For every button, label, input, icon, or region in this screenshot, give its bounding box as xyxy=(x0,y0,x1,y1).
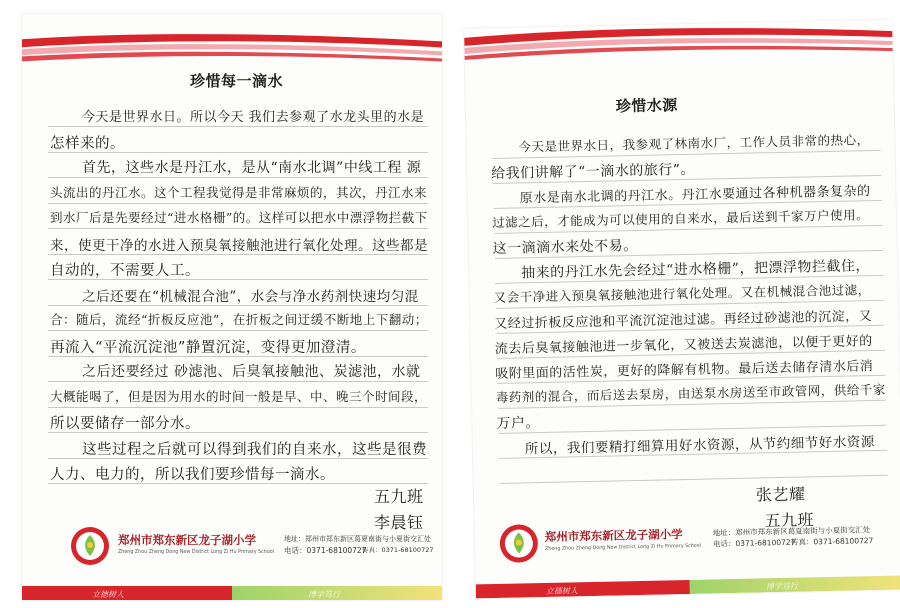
handwritten-line: 原水是南水北调的丹江水。丹江水要通过各种机器条复杂的 xyxy=(519,184,871,207)
handwritten-line: 万户。 xyxy=(496,415,541,432)
ruled-line xyxy=(48,228,428,229)
school-phone: 电话：0371-68100727 xyxy=(712,537,796,549)
handwritten-line: 人力、电力的，所以我们要珍惜每一滴水。 xyxy=(50,467,335,483)
school-logo-icon xyxy=(498,523,539,564)
handwritten-line: 到水厂后是先要经过“进水格栅”的。这样可以把水中漂浮物拦截下 xyxy=(50,210,428,225)
school-name: 郑州市郑东新区龙子湖小学 xyxy=(118,533,256,547)
handwritten-line: 所以要储存一部分水。 xyxy=(50,416,200,432)
left-name-signature: 李晨钰 xyxy=(374,513,424,532)
handwritten-line: 自动的，不需要人工。 xyxy=(50,263,200,279)
handwritten-line: 今天是世界水日。所以今天 我们去参观了水龙头里的水是 xyxy=(82,110,425,125)
school-fax: 传真：0371-68100727 xyxy=(790,536,874,547)
ruled-line xyxy=(500,475,888,484)
header-swoosh-decoration xyxy=(22,26,442,74)
school-fax: 传真：0371-68100727 xyxy=(362,546,434,554)
handwritten-line: 所以，我们要精打细算用好水资源，从节约细节好水资源 xyxy=(524,434,875,458)
school-name: 郑州市郑东新区龙子湖小学 xyxy=(544,527,683,544)
handwritten-line: 今天是世界水日，我参观了林南水厂，工作人员非常的热心， xyxy=(518,132,870,155)
footer-band-motto-1: 立德树人 xyxy=(545,586,578,596)
handwritten-line: 毒药剂的混合，而后送去泵房，由送泵水房送至市政管网，供给千家 xyxy=(495,381,886,405)
left-page-title: 珍惜每一滴水 xyxy=(190,72,284,90)
ruled-line xyxy=(48,381,428,382)
handwritten-line: 之后还要经过 砂滤池、后臭氧接触池、炭滤池，水就 xyxy=(82,364,421,380)
left-class-signature: 五九班 xyxy=(374,487,424,506)
ruled-line xyxy=(48,254,428,255)
handwritten-line: 这些过程之后就可以得到我们的自来水，这些是很费 xyxy=(82,441,427,458)
handwritten-line: 首先，这些水是丹江水，是从“南水北调”中线工程 源 xyxy=(82,160,422,176)
footer-band-motto-2: 博学笃行 xyxy=(765,581,798,592)
handwritten-line: 合：随后，流经“折板反应池”，在折板之间迂缓不断地上下翻动； xyxy=(50,312,428,327)
right-page-title: 珍惜水源 xyxy=(615,96,678,116)
handwritten-line: 来，使更干净的水进入预臭氧接触池进行氧化处理。这些都是 xyxy=(50,237,428,254)
handwritten-line: 过滤之后，才能成为可以使用的自来水，最后送到千家万户使用。 xyxy=(491,207,870,230)
handwritten-line: 再流入“平流沉淀池”静置沉淀，变得更加澄清。 xyxy=(50,339,366,356)
footer-band-red xyxy=(22,586,232,600)
left-letterhead-footer xyxy=(22,522,442,600)
school-address: 地址：郑州市郑东新区葛夏南街与小夏街交汇处 xyxy=(284,535,431,543)
footer-band-motto-1: 立德树人 xyxy=(92,590,124,599)
right-composition-page xyxy=(464,20,900,599)
handwritten-line: 怎样来的。 xyxy=(50,135,125,152)
school-name-english: Zheng Zhou Zheng Dong New District Long Zi Hu Primary School xyxy=(544,543,702,552)
right-letterhead-footer xyxy=(474,511,900,598)
ruled-line xyxy=(48,330,428,331)
handwritten-line: 吸附里面的活性炭，更好的降解有机物。最后送去储存清水后消 xyxy=(495,359,874,382)
handwritten-line: 又经过折板反应池和平流沉淀池过滤。再经过砂滤池的沉淀，又 xyxy=(494,309,873,332)
handwritten-line: 大概能喝了，但是因为用水的时间一般是早、中、晚三个时间段， xyxy=(50,388,428,404)
handwritten-line: 流去后臭氧接触池进一步氧化，又被送去炭滤池，以便于更好的 xyxy=(494,334,873,357)
school-phone: 电话：0371-68100727 xyxy=(284,546,367,555)
handwritten-line: 给我们讲解了“一滴水的旅行”。 xyxy=(490,161,696,183)
school-address: 地址：郑州市郑东新区葛夏南街与小夏街交汇处 xyxy=(712,525,871,538)
header-swoosh-decoration xyxy=(464,20,900,77)
handwritten-line: 又会干净进入预臭氧接触池进行氧化处理。又在机械混合池过滤， xyxy=(493,282,871,305)
footer-band-motto-2: 博学笃行 xyxy=(308,590,340,599)
footer-band-red xyxy=(476,580,690,598)
handwritten-line: 抽来的丹江水先会经过“进水格栅”，把漂浮物拦截住， xyxy=(521,258,871,282)
ruled-line xyxy=(48,305,428,306)
right-class-signature: 五九班 xyxy=(764,510,815,531)
ruled-line xyxy=(48,203,428,204)
handwritten-line: 这一滴滴水来处不易。 xyxy=(492,237,638,257)
right-name-signature: 张艺耀 xyxy=(755,484,806,505)
handwritten-line: 之后还要在“机械混合池”，水会与净水药剂快速均匀混 xyxy=(82,288,419,305)
ruled-line xyxy=(48,126,428,127)
ruled-line xyxy=(48,407,428,408)
school-logo-icon xyxy=(70,526,110,566)
handwritten-line: 头流出的丹江水。这个工程我觉得是非常麻烦的，其次，丹江水来 xyxy=(50,184,428,200)
left-composition-page xyxy=(22,14,442,600)
ruled-line xyxy=(48,177,428,178)
school-name-english: Zheng Zhou Zheng Dong New District Long Zi Hu Primary School xyxy=(118,550,275,555)
